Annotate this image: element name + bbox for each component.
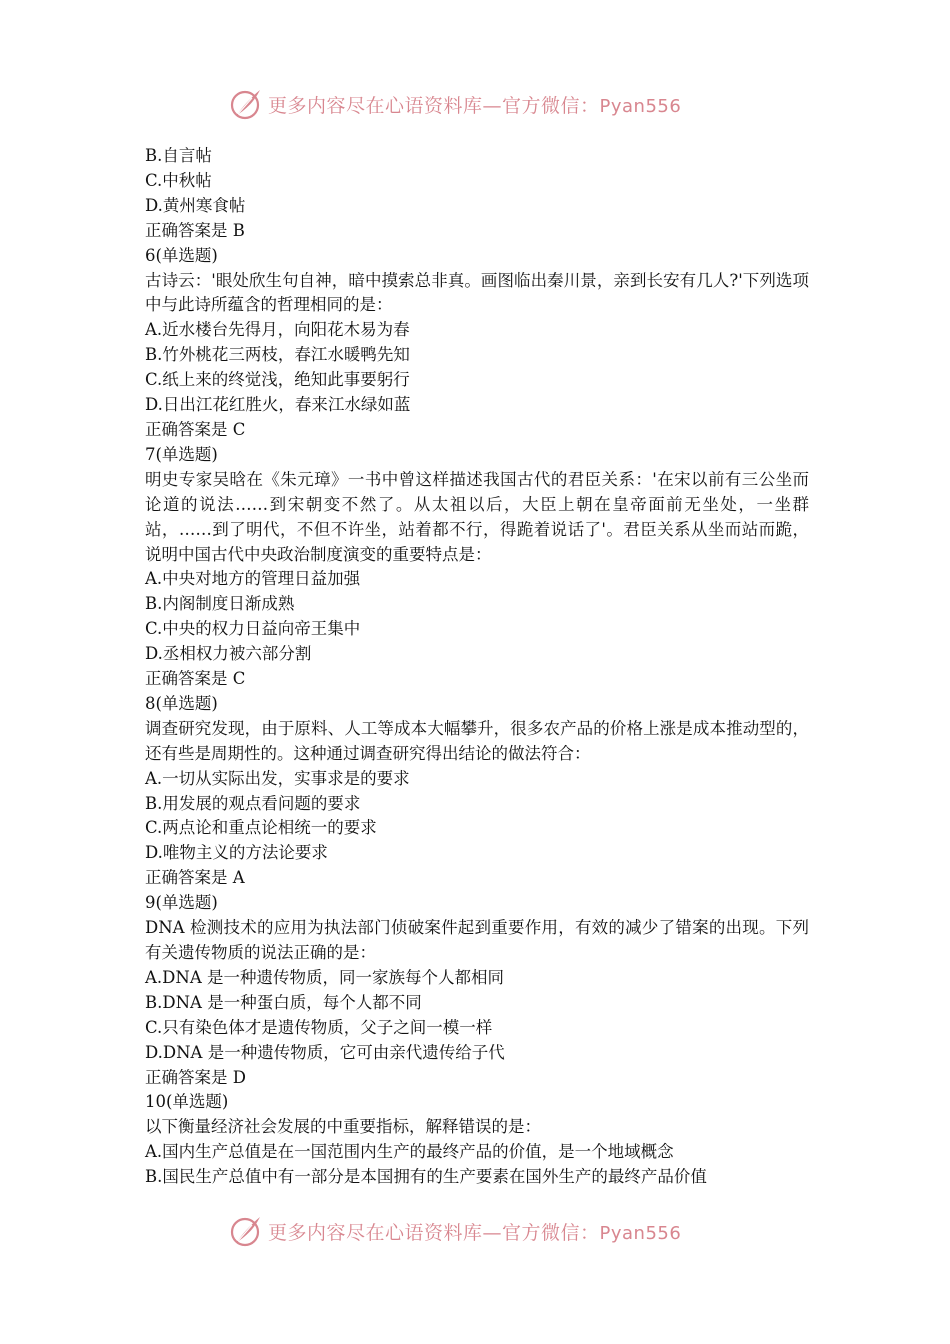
question-number: 9(单选题) <box>145 893 218 913</box>
option-c: C.两点论和重点论相统一的要求 <box>145 818 377 838</box>
option-a: A.中央对地方的管理日益加强 <box>145 569 361 589</box>
option-a: A.DNA 是一种遗传物质，同一家族每个人都相同 <box>145 967 504 987</box>
question-text: 调查研究发现，由于原料、人工等成本大幅攀升，很多农产品的价格上涨是成本推动型的，还有些是周期性的。这种通过调查研究得出结论的做法符合： <box>145 718 809 763</box>
option-b: B.DNA 是一种蛋白质，每个人都不同 <box>145 992 422 1012</box>
option-a: A.一切从实际出发，实事求是的要求 <box>145 768 410 788</box>
question-number: 8(单选题) <box>145 693 218 713</box>
option-b: B.国民生产总值中有一部分是本国拥有的生产要素在国外生产的最终产品价值 <box>145 1167 707 1187</box>
option-c: C.中央的权力日益向帝王集中 <box>145 619 361 639</box>
question-text: 古诗云：'眼处欣生句自神，暗中摸索总非真。画图临出秦川景，亲到长安有几人?'下列选项中与此诗所蕴含的哲理相同的是： <box>145 270 809 315</box>
question-number: 10(单选题) <box>145 1092 229 1112</box>
watermark-text: 更多内容尽在心语资料库—官方微信：Pyan556 <box>268 94 682 117</box>
watermark-text: 更多内容尽在心语资料库—官方微信：Pyan556 <box>268 1221 682 1244</box>
answer: 正确答案是 A <box>145 868 245 888</box>
question-text: 明史专家吴晗在《朱元璋》一书中曾这样描述我国古代的君臣关系：'在宋以前有三公坐而论道的说法……到宋朝变不然了。从太祖以后，大臣上朝在皇帝面前无坐处，一坐群站，……到了明代，不但不许坐，站着都不行，得跪着说话了'。君臣关系从坐而站而跪，说明中国古代中央政治制度演变的重要特点是： <box>145 469 809 564</box>
option-b: B.自言帖 <box>145 146 212 165</box>
quill-logo-icon <box>228 1213 264 1249</box>
question-number: 7(单选题) <box>145 444 218 464</box>
option-b: B.内阁制度日渐成熟 <box>145 594 295 614</box>
option-d: D.唯物主义的方法论要求 <box>145 843 328 863</box>
option-b: B.用发展的观点看问题的要求 <box>145 793 361 813</box>
option-c: C.纸上来的终觉浅，绝知此事要躬行 <box>145 370 410 390</box>
option-c: C.只有染色体才是遗传物质，父子之间一模一样 <box>145 1017 493 1037</box>
option-d: D.日出江花红胜火，春来江水绿如蓝 <box>145 395 411 415</box>
option-b: B.竹外桃花三两枝，春江水暖鸭先知 <box>145 345 410 365</box>
footer-watermark <box>228 1211 748 1251</box>
header-watermark <box>228 84 748 124</box>
option-c: C.中秋帖 <box>145 170 212 190</box>
option-d: D.丞相权力被六部分割 <box>145 644 312 664</box>
quill-logo-icon <box>228 86 264 122</box>
answer: 正确答案是 C <box>145 669 246 689</box>
question-number: 6(单选题) <box>145 245 218 265</box>
question-text: DNA 检测技术的应用为执法部门侦破案件起到重要作用，有效的减少了错案的出现。下列有关遗传物质的说法正确的是： <box>145 918 809 962</box>
answer: 正确答案是 B <box>145 220 245 240</box>
document-body <box>145 144 809 1190</box>
option-d: D.DNA 是一种遗传物质，它可由亲代遗传给子代 <box>145 1042 505 1062</box>
answer: 正确答案是 C <box>145 419 246 439</box>
option-a: A.近水楼台先得月，向阳花木易为春 <box>145 320 410 340</box>
option-a: A.国内生产总值是在一国范围内生产的最终产品的价值，是一个地域概念 <box>145 1142 674 1162</box>
option-d: D.黄州寒食帖 <box>145 195 246 215</box>
answer: 正确答案是 D <box>145 1067 246 1087</box>
question-text: 以下衡量经济社会发展的中重要指标，解释错误的是： <box>145 1117 541 1137</box>
